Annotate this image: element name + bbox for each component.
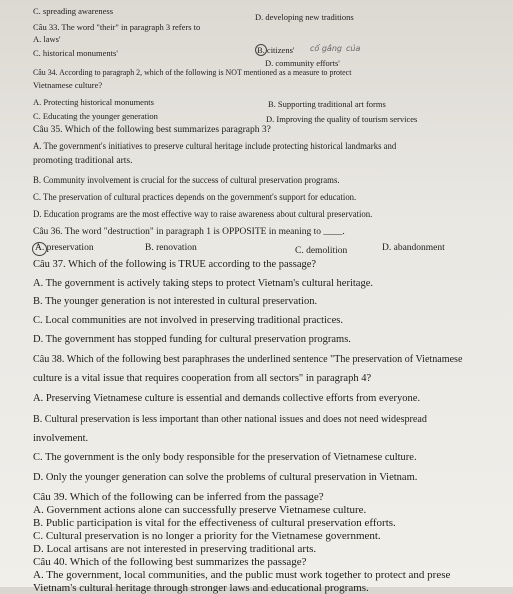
q33-option-b: B. citizens' xyxy=(257,45,295,55)
q35-option-d: D. Education programs are the most effective way to raise awareness about cultural preservation. xyxy=(33,210,373,220)
q36-option-c: C. demolition xyxy=(295,246,348,256)
q36-option-d: D. abandonment xyxy=(382,243,445,253)
q34-option-d: D. Improving the quality of tourism services xyxy=(266,114,418,124)
q35-option-a: A. The government's initiatives to preserve cultural heritage include protecting historical landmarks and xyxy=(33,142,397,152)
q35-option-c: C. The preservation of cultural practices depends on the government's support for education. xyxy=(33,193,357,203)
q40-stem: Câu 40. Which of the following best summarizes the passage? xyxy=(33,556,307,569)
q40-option-a-cont: Vietnam's cultural heritage through stronger laws and educational programs. xyxy=(33,582,369,594)
q34-option-b: B. Supporting traditional art forms xyxy=(268,99,386,109)
q33-option-c: C. historical monuments' xyxy=(33,48,118,58)
q37-option-d: D. The government has stopped funding for cultural preservation programs. xyxy=(33,334,351,345)
handwritten-note: cố gắng xyxy=(310,44,342,53)
q33-stem: Câu 33. The word "their" in paragraph 3 refers to xyxy=(33,22,201,32)
q34-stem: Câu 34. According to paragraph 2, which of the following is NOT mentioned as a measure to protect xyxy=(33,67,352,77)
q33-option-a: A. laws' xyxy=(33,34,61,44)
q37-stem: Câu 37. Which of the following is TRUE according to the passage? xyxy=(33,259,317,270)
q37-option-b: B. The younger generation is not interested in cultural preservation. xyxy=(33,296,318,307)
q34-stem-cont: Vietnamese culture? xyxy=(33,80,103,90)
q34-option-c: C. Educating the younger generation xyxy=(33,111,158,121)
q32-option-d: D. developing new traditions xyxy=(255,12,354,22)
handwritten-note: của xyxy=(346,44,361,53)
q38-option-b: B. Cultural preservation is less important than other national issues and does not need widespread xyxy=(33,414,427,425)
q37-option-c: C. Local communities are not involved in preserving traditional practices. xyxy=(33,315,343,326)
q38-stem-cont: culture is a vital issue that requires cooperation from all sectors" in paragraph 4? xyxy=(33,373,372,384)
q39-option-c: C. Cultural preservation is no longer a priority for the Vietnamese government. xyxy=(33,530,381,543)
q35-option-a-cont: promoting traditional arts. xyxy=(33,156,133,166)
q39-stem: Câu 39. Which of the following can be inferred from the passage? xyxy=(33,491,324,503)
q39-option-b: B. Public participation is vital for the effectiveness of cultural preservation efforts. xyxy=(33,517,396,530)
q32-option-c: C. spreading awareness xyxy=(33,6,114,16)
q37-option-a: A. The government is actively taking steps to protect Vietnam's cultural heritage. xyxy=(33,278,373,289)
q33-option-d: D. community efforts' xyxy=(265,58,340,68)
q40-option-a: A. The government, local communities, and the public must work together to protect and prese xyxy=(33,569,451,582)
q38-option-a: A. Preserving Vietnamese culture is essential and demands collective efforts from everyone. xyxy=(33,393,421,404)
q38-option-b-cont: involvement. xyxy=(33,433,89,444)
q39-option-d: D. Local artisans are not interested in preserving traditional arts. xyxy=(33,543,317,556)
q35-stem: Câu 35. Which of the following best summarizes paragraph 3? xyxy=(33,125,271,135)
q35-option-b: B. Community involvement is crucial for the success of cultural preservation programs. xyxy=(33,176,340,186)
q39-option-a: A. Government actions alone can successfully preserve Vietnamese culture. xyxy=(33,504,367,517)
q36-option-b: B. renovation xyxy=(145,243,197,253)
q36-option-a: A. preservation xyxy=(35,243,94,253)
q38-option-d: D. Only the younger generation can solve the problems of cultural preservation in Vietnam. xyxy=(33,472,418,483)
q34-option-a: A. Protecting historical monuments xyxy=(33,97,154,107)
q38-option-c: C. The government is the only body responsible for the preservation of Vietnamese culture. xyxy=(33,452,417,463)
q38-stem: Câu 38. Which of the following best paraphrases the underlined sentence "The preservation of Vietnamese xyxy=(33,354,463,365)
q36-stem: Câu 36. The word "destruction" in paragraph 1 is OPPOSITE in meaning to ____. xyxy=(33,227,345,237)
